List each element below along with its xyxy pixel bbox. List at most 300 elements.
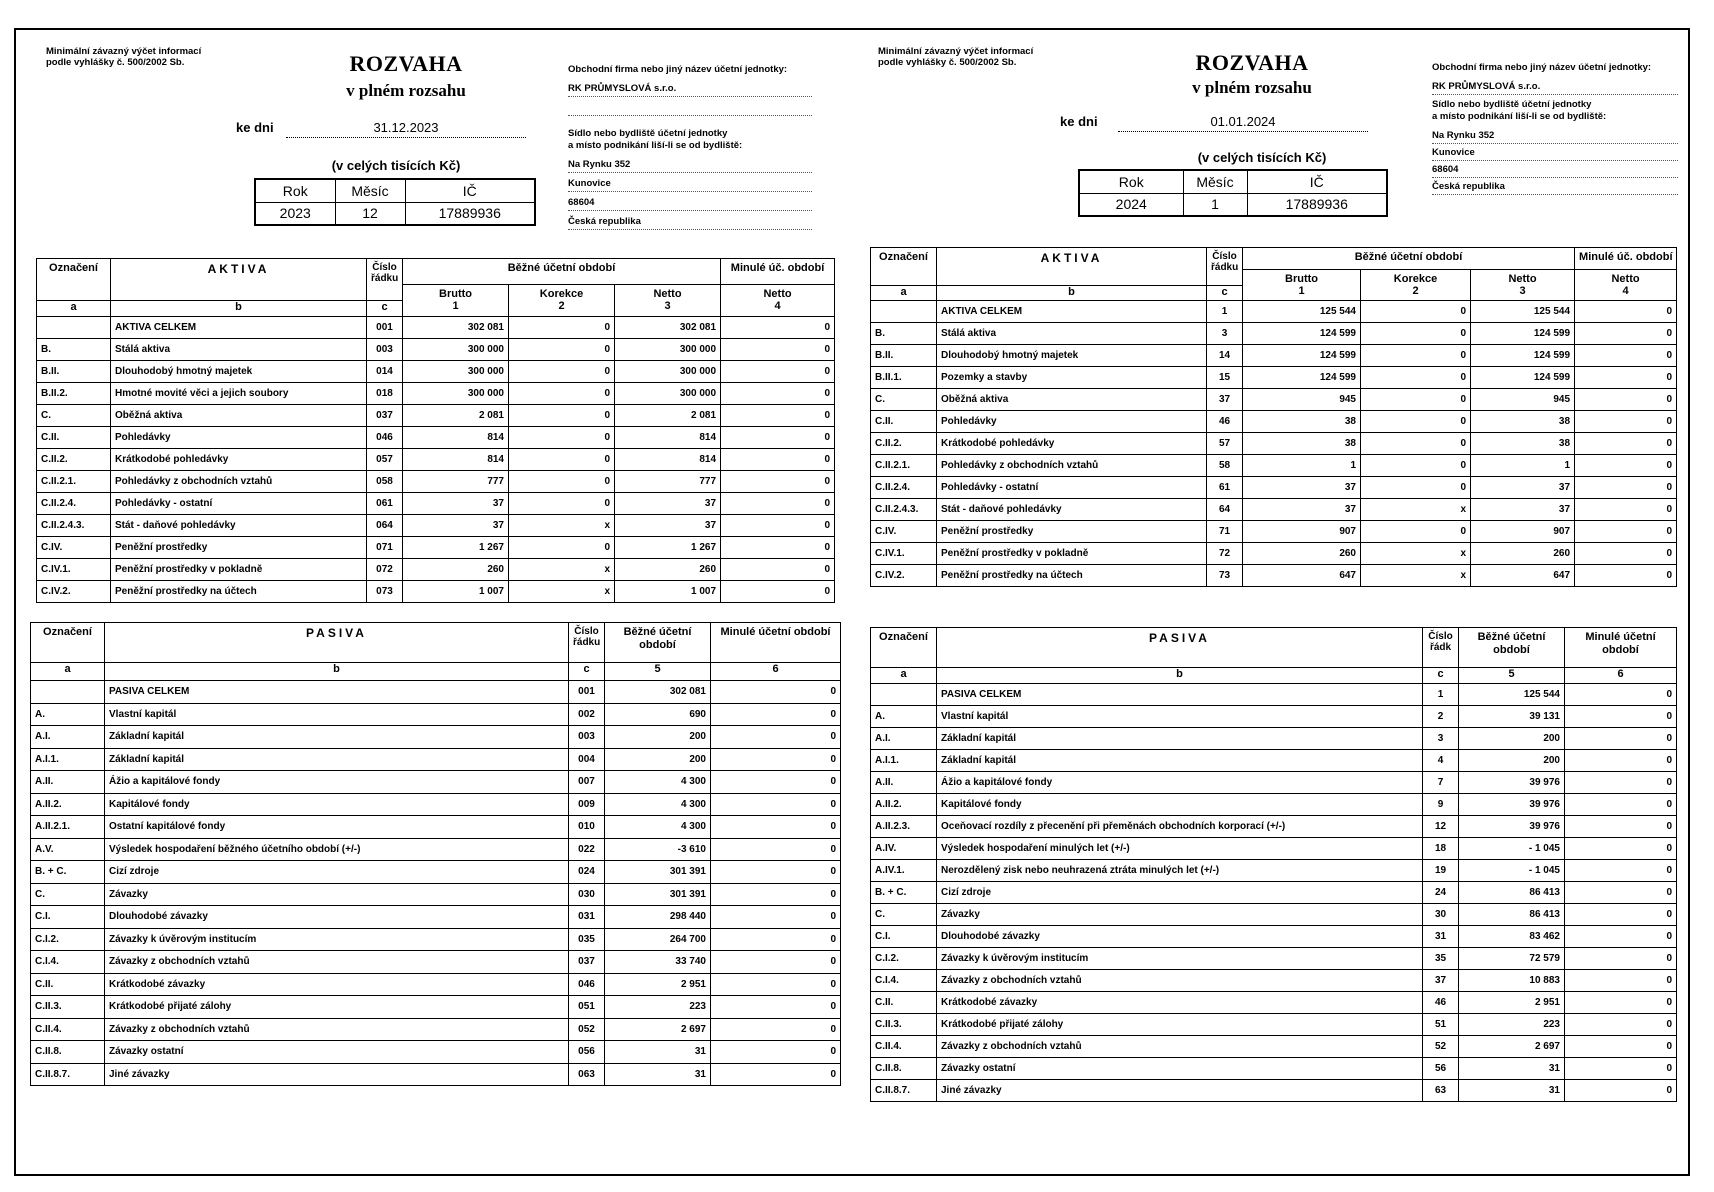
row-value: 0 xyxy=(711,906,841,929)
row-code: C.II.8. xyxy=(871,1058,937,1080)
row-value: 86 413 xyxy=(1459,882,1565,904)
row-value: 223 xyxy=(1459,1014,1565,1036)
row-value: 0 xyxy=(711,838,841,861)
row-value: 39 131 xyxy=(1459,706,1565,728)
row-line-no: 064 xyxy=(367,514,403,536)
table-row xyxy=(871,454,1677,476)
row-name: Stát - daňové pohledávky xyxy=(111,514,367,536)
company-name-label: Obchodní firma nebo jiný název účetní jednotky: xyxy=(568,64,788,75)
col-netto: Netto xyxy=(615,285,721,301)
row-value: 0 xyxy=(1575,322,1677,344)
row-line-no: 056 xyxy=(569,1041,605,1064)
row-value: 124 599 xyxy=(1243,366,1361,388)
row-value: 38 xyxy=(1243,410,1361,432)
row-code: C.II.4. xyxy=(871,1036,937,1058)
row-value: -3 610 xyxy=(605,838,711,861)
row-line-no: 37 xyxy=(1423,970,1459,992)
row-code: C.I. xyxy=(31,906,105,929)
row-name: Krátkodobé závazky xyxy=(105,973,569,996)
table-row xyxy=(871,1036,1677,1058)
row-name: Nerozdělený zisk nebo neuhrazená ztráta minulých let (+/-) xyxy=(937,860,1423,882)
table-row xyxy=(871,1080,1677,1102)
row-value: 0 xyxy=(711,1041,841,1064)
table-row xyxy=(37,558,835,580)
row-value: 31 xyxy=(605,1063,711,1086)
row-line-no: 035 xyxy=(569,928,605,951)
row-value: x xyxy=(1361,542,1471,564)
row-name: Závazky z obchodních vztahů xyxy=(105,951,569,974)
row-code xyxy=(871,300,937,322)
col-1: 1 xyxy=(1243,285,1361,300)
date-label: ke dni xyxy=(1060,114,1098,129)
row-code: C.IV.1. xyxy=(871,542,937,564)
row-value: 0 xyxy=(721,514,835,536)
col-brutto: Brutto xyxy=(1243,270,1361,286)
row-name: Jiné závazky xyxy=(105,1063,569,1086)
row-name: Kapitálové fondy xyxy=(105,793,569,816)
row-value: 31 xyxy=(605,1041,711,1064)
company-name-label: Obchodní firma nebo jiný název účetní jednotky: xyxy=(1432,62,1652,73)
row-code: C.I.2. xyxy=(31,928,105,951)
row-value: 0 xyxy=(1565,816,1677,838)
row-value: 0 xyxy=(1575,520,1677,542)
row-value: 0 xyxy=(1565,970,1677,992)
row-value: 38 xyxy=(1471,432,1575,454)
row-value: 0 xyxy=(711,973,841,996)
row-value: x xyxy=(1361,498,1471,520)
row-value: 0 xyxy=(1361,344,1471,366)
row-name: AKTIVA CELKEM xyxy=(111,316,367,338)
row-value: 0 xyxy=(1565,772,1677,794)
row-line-no: 058 xyxy=(367,470,403,492)
table-row xyxy=(871,904,1677,926)
row-value: x xyxy=(509,558,615,580)
row-value: 1 267 xyxy=(403,536,509,558)
col-c: c xyxy=(1207,285,1243,300)
table-row xyxy=(871,728,1677,750)
row-value: 0 xyxy=(1361,388,1471,410)
row-name: Krátkodobé závazky xyxy=(937,992,1423,1014)
company-country: Česká republika xyxy=(568,213,812,230)
row-line-no: 061 xyxy=(367,492,403,514)
row-line-no: 19 xyxy=(1423,860,1459,882)
row-line-no: 73 xyxy=(1207,564,1243,586)
row-line-no: 51 xyxy=(1423,1014,1459,1036)
row-value: 86 413 xyxy=(1459,904,1565,926)
col-a: a xyxy=(871,285,937,300)
row-name: Závazky ostatní xyxy=(937,1058,1423,1080)
col-netto: Netto xyxy=(1471,270,1575,286)
table-row xyxy=(31,703,841,726)
row-value: 0 xyxy=(509,360,615,382)
row-line-no: 56 xyxy=(1423,1058,1459,1080)
col-c: c xyxy=(569,663,605,681)
row-name: Krátkodobé přijaté zálohy xyxy=(937,1014,1423,1036)
row-code: C.II.2.4.3. xyxy=(871,498,937,520)
document-title: ROZVAHA xyxy=(1195,50,1309,75)
row-value: 301 391 xyxy=(605,861,711,884)
row-value: 0 xyxy=(1575,300,1677,322)
row-code: A. xyxy=(871,706,937,728)
row-code: C.IV. xyxy=(37,536,111,558)
row-name: Závazky k úvěrovým institucím xyxy=(937,948,1423,970)
table-row xyxy=(871,344,1677,366)
row-code: A.II.2.3. xyxy=(871,816,937,838)
row-value: - 1 045 xyxy=(1459,838,1565,860)
row-value: 0 xyxy=(509,316,615,338)
row-value: 814 xyxy=(403,426,509,448)
row-value: 1 xyxy=(1471,454,1575,476)
row-code: C. xyxy=(37,404,111,426)
row-value: 200 xyxy=(605,726,711,749)
row-line-no: 030 xyxy=(569,883,605,906)
row-value: 0 xyxy=(1565,1014,1677,1036)
company-name-blank xyxy=(568,99,812,116)
row-name: Ážio a kapitálové fondy xyxy=(105,771,569,794)
row-value: 0 xyxy=(711,996,841,1019)
row-value: 907 xyxy=(1471,520,1575,542)
row-line-no: 072 xyxy=(367,558,403,580)
row-value: 0 xyxy=(1565,728,1677,750)
row-value: 0 xyxy=(509,470,615,492)
row-line-no: 46 xyxy=(1207,410,1243,432)
col-minule-obdobi: Minulé účetní období xyxy=(1565,628,1677,668)
row-value: 0 xyxy=(1575,388,1677,410)
table-row xyxy=(871,926,1677,948)
col-bezne-obdobi: Běžné účetní období xyxy=(403,259,721,285)
row-line-no: 063 xyxy=(569,1063,605,1086)
row-value: 33 740 xyxy=(605,951,711,974)
table-row xyxy=(31,726,841,749)
table-row xyxy=(871,970,1677,992)
col-5: 5 xyxy=(605,663,711,681)
row-value: 0 xyxy=(1361,366,1471,388)
table-row xyxy=(871,498,1677,520)
row-code xyxy=(37,316,111,338)
table-row xyxy=(871,300,1677,322)
legal-note: Minimální závazný výčet informací podle vyhlášky č. 500/2002 Sb. xyxy=(46,46,202,69)
row-value: 0 xyxy=(1575,564,1677,586)
col-bezne-obdobi: Běžné účetní období xyxy=(1243,248,1575,270)
row-value: 37 xyxy=(615,514,721,536)
row-name: Oceňovací rozdíly z přecenění při přeměnách obchodních korporací (+/-) xyxy=(937,816,1423,838)
row-value: 31 xyxy=(1459,1080,1565,1102)
row-value: 0 xyxy=(721,426,835,448)
row-line-no: 7 xyxy=(1423,772,1459,794)
row-value: 298 440 xyxy=(605,906,711,929)
col-4: 4 xyxy=(1575,285,1677,300)
row-value: 0 xyxy=(721,536,835,558)
row-line-no: 4 xyxy=(1423,750,1459,772)
company-country: Česká republika xyxy=(1432,178,1678,195)
row-value: 2 081 xyxy=(615,404,721,426)
row-value: 814 xyxy=(615,426,721,448)
col-4: 4 xyxy=(721,300,835,316)
row-code: C.IV.2. xyxy=(871,564,937,586)
col-6: 6 xyxy=(711,663,841,681)
col-b: b xyxy=(937,668,1423,684)
col-5: 5 xyxy=(1459,668,1565,684)
row-value: 125 544 xyxy=(1459,684,1565,706)
row-line-no: 64 xyxy=(1207,498,1243,520)
table-row xyxy=(871,948,1677,970)
row-line-no: 073 xyxy=(367,580,403,602)
pasiva-rows xyxy=(871,684,1677,1102)
row-value: 0 xyxy=(711,951,841,974)
row-line-no: 37 xyxy=(1207,388,1243,410)
col-pasiva: PASIVA xyxy=(937,628,1423,668)
row-value: 777 xyxy=(403,470,509,492)
row-code: A.II.2. xyxy=(871,794,937,816)
col-oznaceni: Označení xyxy=(31,623,105,663)
table-row xyxy=(871,992,1677,1014)
row-value: 125 544 xyxy=(1471,300,1575,322)
row-line-no: 63 xyxy=(1423,1080,1459,1102)
row-value: 1 007 xyxy=(403,580,509,602)
row-code: C.II.2. xyxy=(37,448,111,470)
row-value: x xyxy=(1361,564,1471,586)
row-line-no: 071 xyxy=(367,536,403,558)
row-value: 37 xyxy=(1471,476,1575,498)
row-value: 0 xyxy=(1565,838,1677,860)
col-cislo-radku: Číslo řádku xyxy=(367,259,403,301)
row-value: 39 976 xyxy=(1459,794,1565,816)
identification-table xyxy=(1078,169,1388,217)
row-code: C.II. xyxy=(871,410,937,432)
table-row xyxy=(37,404,835,426)
row-value: 0 xyxy=(711,726,841,749)
row-code: C.II. xyxy=(31,973,105,996)
table-row xyxy=(37,382,835,404)
row-name: Základní kapitál xyxy=(937,750,1423,772)
row-line-no: 037 xyxy=(367,404,403,426)
col-2: 2 xyxy=(509,300,615,316)
row-name: Krátkodobé pohledávky xyxy=(937,432,1207,454)
ident-header-ico: IČ xyxy=(1247,170,1387,193)
col-a: a xyxy=(31,663,105,681)
table-row xyxy=(31,996,841,1019)
row-line-no: 12 xyxy=(1423,816,1459,838)
row-code: A. xyxy=(31,703,105,726)
row-line-no: 007 xyxy=(569,771,605,794)
company-street: Na Rynku 352 xyxy=(568,156,812,173)
table-row xyxy=(871,564,1677,586)
table-row xyxy=(31,861,841,884)
row-code: B. + C. xyxy=(31,861,105,884)
row-value: 0 xyxy=(509,448,615,470)
row-code: A.V. xyxy=(31,838,105,861)
row-value: 0 xyxy=(711,703,841,726)
row-line-no: 46 xyxy=(1423,992,1459,1014)
table-row xyxy=(871,1014,1677,1036)
row-value: 124 599 xyxy=(1471,366,1575,388)
ident-month: 1 xyxy=(1183,193,1247,216)
row-name: Oběžná aktiva xyxy=(937,388,1207,410)
row-name: Dlouhodobý hmotný majetek xyxy=(937,344,1207,366)
table-row xyxy=(31,973,841,996)
row-name: Závazky xyxy=(105,883,569,906)
row-name: AKTIVA CELKEM xyxy=(937,300,1207,322)
col-korekce: Korekce xyxy=(509,285,615,301)
row-value: 0 xyxy=(509,404,615,426)
row-name: Peněžní prostředky na účtech xyxy=(937,564,1207,586)
row-line-no: 9 xyxy=(1423,794,1459,816)
row-value: 0 xyxy=(509,338,615,360)
row-value: 0 xyxy=(711,681,841,704)
row-code: C.II.2.4. xyxy=(37,492,111,514)
row-value: 4 300 xyxy=(605,793,711,816)
row-name: Pozemky a stavby xyxy=(937,366,1207,388)
row-name: PASIVA CELKEM xyxy=(937,684,1423,706)
row-line-no: 003 xyxy=(367,338,403,360)
row-value: - 1 045 xyxy=(1459,860,1565,882)
company-seat-label: Sídlo nebo bydliště účetní jednotky a místo podnikání liší-li se od bydliště: xyxy=(1432,98,1607,122)
row-value: 1 267 xyxy=(615,536,721,558)
col-cislo-radku: Číslo řádk xyxy=(1423,628,1459,668)
row-value: 0 xyxy=(721,360,835,382)
row-line-no: 1 xyxy=(1207,300,1243,322)
row-line-no: 58 xyxy=(1207,454,1243,476)
row-value: 1 xyxy=(1243,454,1361,476)
table-row xyxy=(871,838,1677,860)
row-value: 0 xyxy=(1565,1036,1677,1058)
row-code: C.II.8.7. xyxy=(31,1063,105,1086)
row-line-no: 30 xyxy=(1423,904,1459,926)
row-name: Výsledek hospodaření běžného účetního období (+/-) xyxy=(105,838,569,861)
col-6: 6 xyxy=(1565,668,1677,684)
row-code: A.I.1. xyxy=(31,748,105,771)
row-value: 300 000 xyxy=(403,382,509,404)
row-name: Stálá aktiva xyxy=(937,322,1207,344)
row-value: 0 xyxy=(1565,992,1677,1014)
aktiva-table xyxy=(36,258,835,603)
col-minule-obdobi: Minulé úč. období xyxy=(721,259,835,285)
row-name: Závazky ostatní xyxy=(105,1041,569,1064)
row-code: C.II.4. xyxy=(31,1018,105,1041)
table-row xyxy=(37,536,835,558)
row-code: C. xyxy=(871,904,937,926)
row-name: Hmotné movité věci a jejich soubory xyxy=(111,382,367,404)
date-label: ke dni xyxy=(236,120,274,135)
row-name: Oběžná aktiva xyxy=(111,404,367,426)
row-line-no: 15 xyxy=(1207,366,1243,388)
row-value: 72 579 xyxy=(1459,948,1565,970)
document-subtitle: v plném rozsahu xyxy=(1192,78,1312,97)
row-value: 39 976 xyxy=(1459,772,1565,794)
row-name: Závazky k úvěrovým institucím xyxy=(105,928,569,951)
row-value: 10 883 xyxy=(1459,970,1565,992)
row-value: 124 599 xyxy=(1243,344,1361,366)
row-value: 0 xyxy=(1565,926,1677,948)
row-value: 907 xyxy=(1243,520,1361,542)
row-line-no: 31 xyxy=(1423,926,1459,948)
row-code: C.II.2.1. xyxy=(37,470,111,492)
ident-header-year: Rok xyxy=(1079,170,1183,193)
row-value: 814 xyxy=(403,448,509,470)
table-row xyxy=(31,838,841,861)
company-name: RK PRŮMYSLOVÁ s.r.o. xyxy=(568,80,812,97)
row-value: 0 xyxy=(1565,706,1677,728)
table-row xyxy=(31,1041,841,1064)
table-row xyxy=(871,1058,1677,1080)
row-value: 0 xyxy=(711,928,841,951)
row-value: 260 xyxy=(1243,542,1361,564)
col-b: b xyxy=(937,285,1207,300)
row-value: 0 xyxy=(721,470,835,492)
row-code: B.II. xyxy=(37,360,111,382)
col-minule-obdobi: Minulé účetní období xyxy=(711,623,841,663)
row-value: 2 697 xyxy=(605,1018,711,1041)
row-code: C.II.2. xyxy=(871,432,937,454)
row-value: 0 xyxy=(711,748,841,771)
row-value: 0 xyxy=(721,558,835,580)
row-code: C.IV.1. xyxy=(37,558,111,580)
row-name: Základní kapitál xyxy=(105,726,569,749)
table-row xyxy=(31,906,841,929)
row-code: C. xyxy=(871,388,937,410)
row-name: Pohledávky z obchodních vztahů xyxy=(937,454,1207,476)
row-code: C.I. xyxy=(871,926,937,948)
row-value: x xyxy=(509,580,615,602)
row-code: B. xyxy=(37,338,111,360)
row-line-no: 009 xyxy=(569,793,605,816)
row-value: 302 081 xyxy=(403,316,509,338)
company-zip: 68604 xyxy=(568,194,812,211)
row-name: Cizí zdroje xyxy=(937,882,1423,904)
row-line-no: 010 xyxy=(569,816,605,839)
company-city: Kunovice xyxy=(568,175,812,192)
row-value: 647 xyxy=(1471,564,1575,586)
row-name: Ážio a kapitálové fondy xyxy=(937,772,1423,794)
ident-month: 12 xyxy=(335,202,405,225)
table-row xyxy=(871,322,1677,344)
table-row xyxy=(37,448,835,470)
row-value: 264 700 xyxy=(605,928,711,951)
row-value: 0 xyxy=(1565,1080,1677,1102)
row-name: Peněžní prostředky na účtech xyxy=(111,580,367,602)
row-code: A.II. xyxy=(31,771,105,794)
row-code: A.II.2.1. xyxy=(31,816,105,839)
row-code: A.II.2. xyxy=(31,793,105,816)
table-row xyxy=(31,816,841,839)
document-subtitle: v plném rozsahu xyxy=(346,81,466,100)
table-row xyxy=(31,1018,841,1041)
ident-header-month: Měsíc xyxy=(335,179,405,202)
company-name: RK PRŮMYSLOVÁ s.r.o. xyxy=(1432,78,1678,95)
row-value: 2 951 xyxy=(1459,992,1565,1014)
row-value: 0 xyxy=(721,316,835,338)
row-code: C. xyxy=(31,883,105,906)
row-name: Kapitálové fondy xyxy=(937,794,1423,816)
row-name: Dlouhodobý hmotný majetek xyxy=(111,360,367,382)
row-line-no: 037 xyxy=(569,951,605,974)
col-netto-prev: Netto xyxy=(1575,270,1677,286)
table-row xyxy=(871,410,1677,432)
row-line-no: 1 xyxy=(1423,684,1459,706)
row-name: Peněžní prostředky v pokladně xyxy=(111,558,367,580)
row-value: 260 xyxy=(1471,542,1575,564)
row-name: Peněžní prostředky xyxy=(111,536,367,558)
row-code: C.I.4. xyxy=(871,970,937,992)
row-value: 300 000 xyxy=(615,338,721,360)
row-line-no: 24 xyxy=(1423,882,1459,904)
row-value: 302 081 xyxy=(605,681,711,704)
row-value: 690 xyxy=(605,703,711,726)
col-pasiva: PASIVA xyxy=(105,623,569,663)
row-value: 1 007 xyxy=(615,580,721,602)
row-code: B.II.1. xyxy=(871,366,937,388)
row-line-no: 14 xyxy=(1207,344,1243,366)
